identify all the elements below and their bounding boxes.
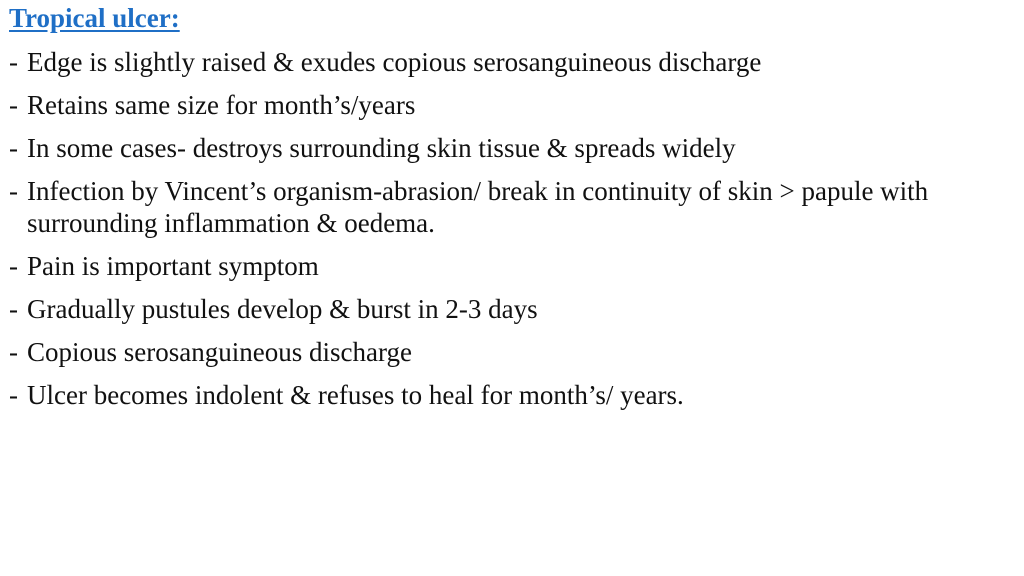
bullet-text: Infection by Vincent’s organism-abrasion/ break in continuity of skin > papule with surrounding inflammation & oedema.	[27, 176, 929, 238]
bullet-dash: -	[9, 133, 18, 163]
bullet-item	[9, 250, 1009, 282]
bullet-text: Ulcer becomes indolent & refuses to heal for month’s/ years.	[27, 380, 684, 410]
bullet-item	[9, 293, 1009, 325]
bullet-item	[9, 46, 1009, 78]
bullet-item	[9, 336, 1009, 368]
bullet-text: Retains same size for month’s/years	[27, 90, 416, 120]
bullet-item	[9, 132, 1009, 164]
bullet-text: Pain is important symptom	[27, 251, 319, 281]
bullet-text: Gradually pustules develop & burst in 2-3 days	[27, 294, 538, 324]
bullet-item	[9, 175, 1009, 239]
bullet-item	[9, 89, 1009, 121]
bullet-dash: -	[9, 176, 18, 206]
bullet-dash: -	[9, 337, 18, 367]
bullet-dash: -	[9, 294, 18, 324]
bullet-dash: -	[9, 47, 18, 77]
bullet-dash: -	[9, 380, 18, 410]
bullet-text: Edge is slightly raised & exudes copious serosanguineous discharge	[27, 47, 762, 77]
bullet-item	[9, 379, 1009, 411]
bullet-dash: -	[9, 251, 18, 281]
bullet-text: Copious serosanguineous discharge	[27, 337, 412, 367]
bullet-list	[9, 46, 1009, 422]
slide-title: Tropical ulcer:	[9, 3, 180, 33]
bullet-text: In some cases- destroys surrounding skin tissue & spreads widely	[27, 133, 736, 163]
bullet-dash: -	[9, 90, 18, 120]
